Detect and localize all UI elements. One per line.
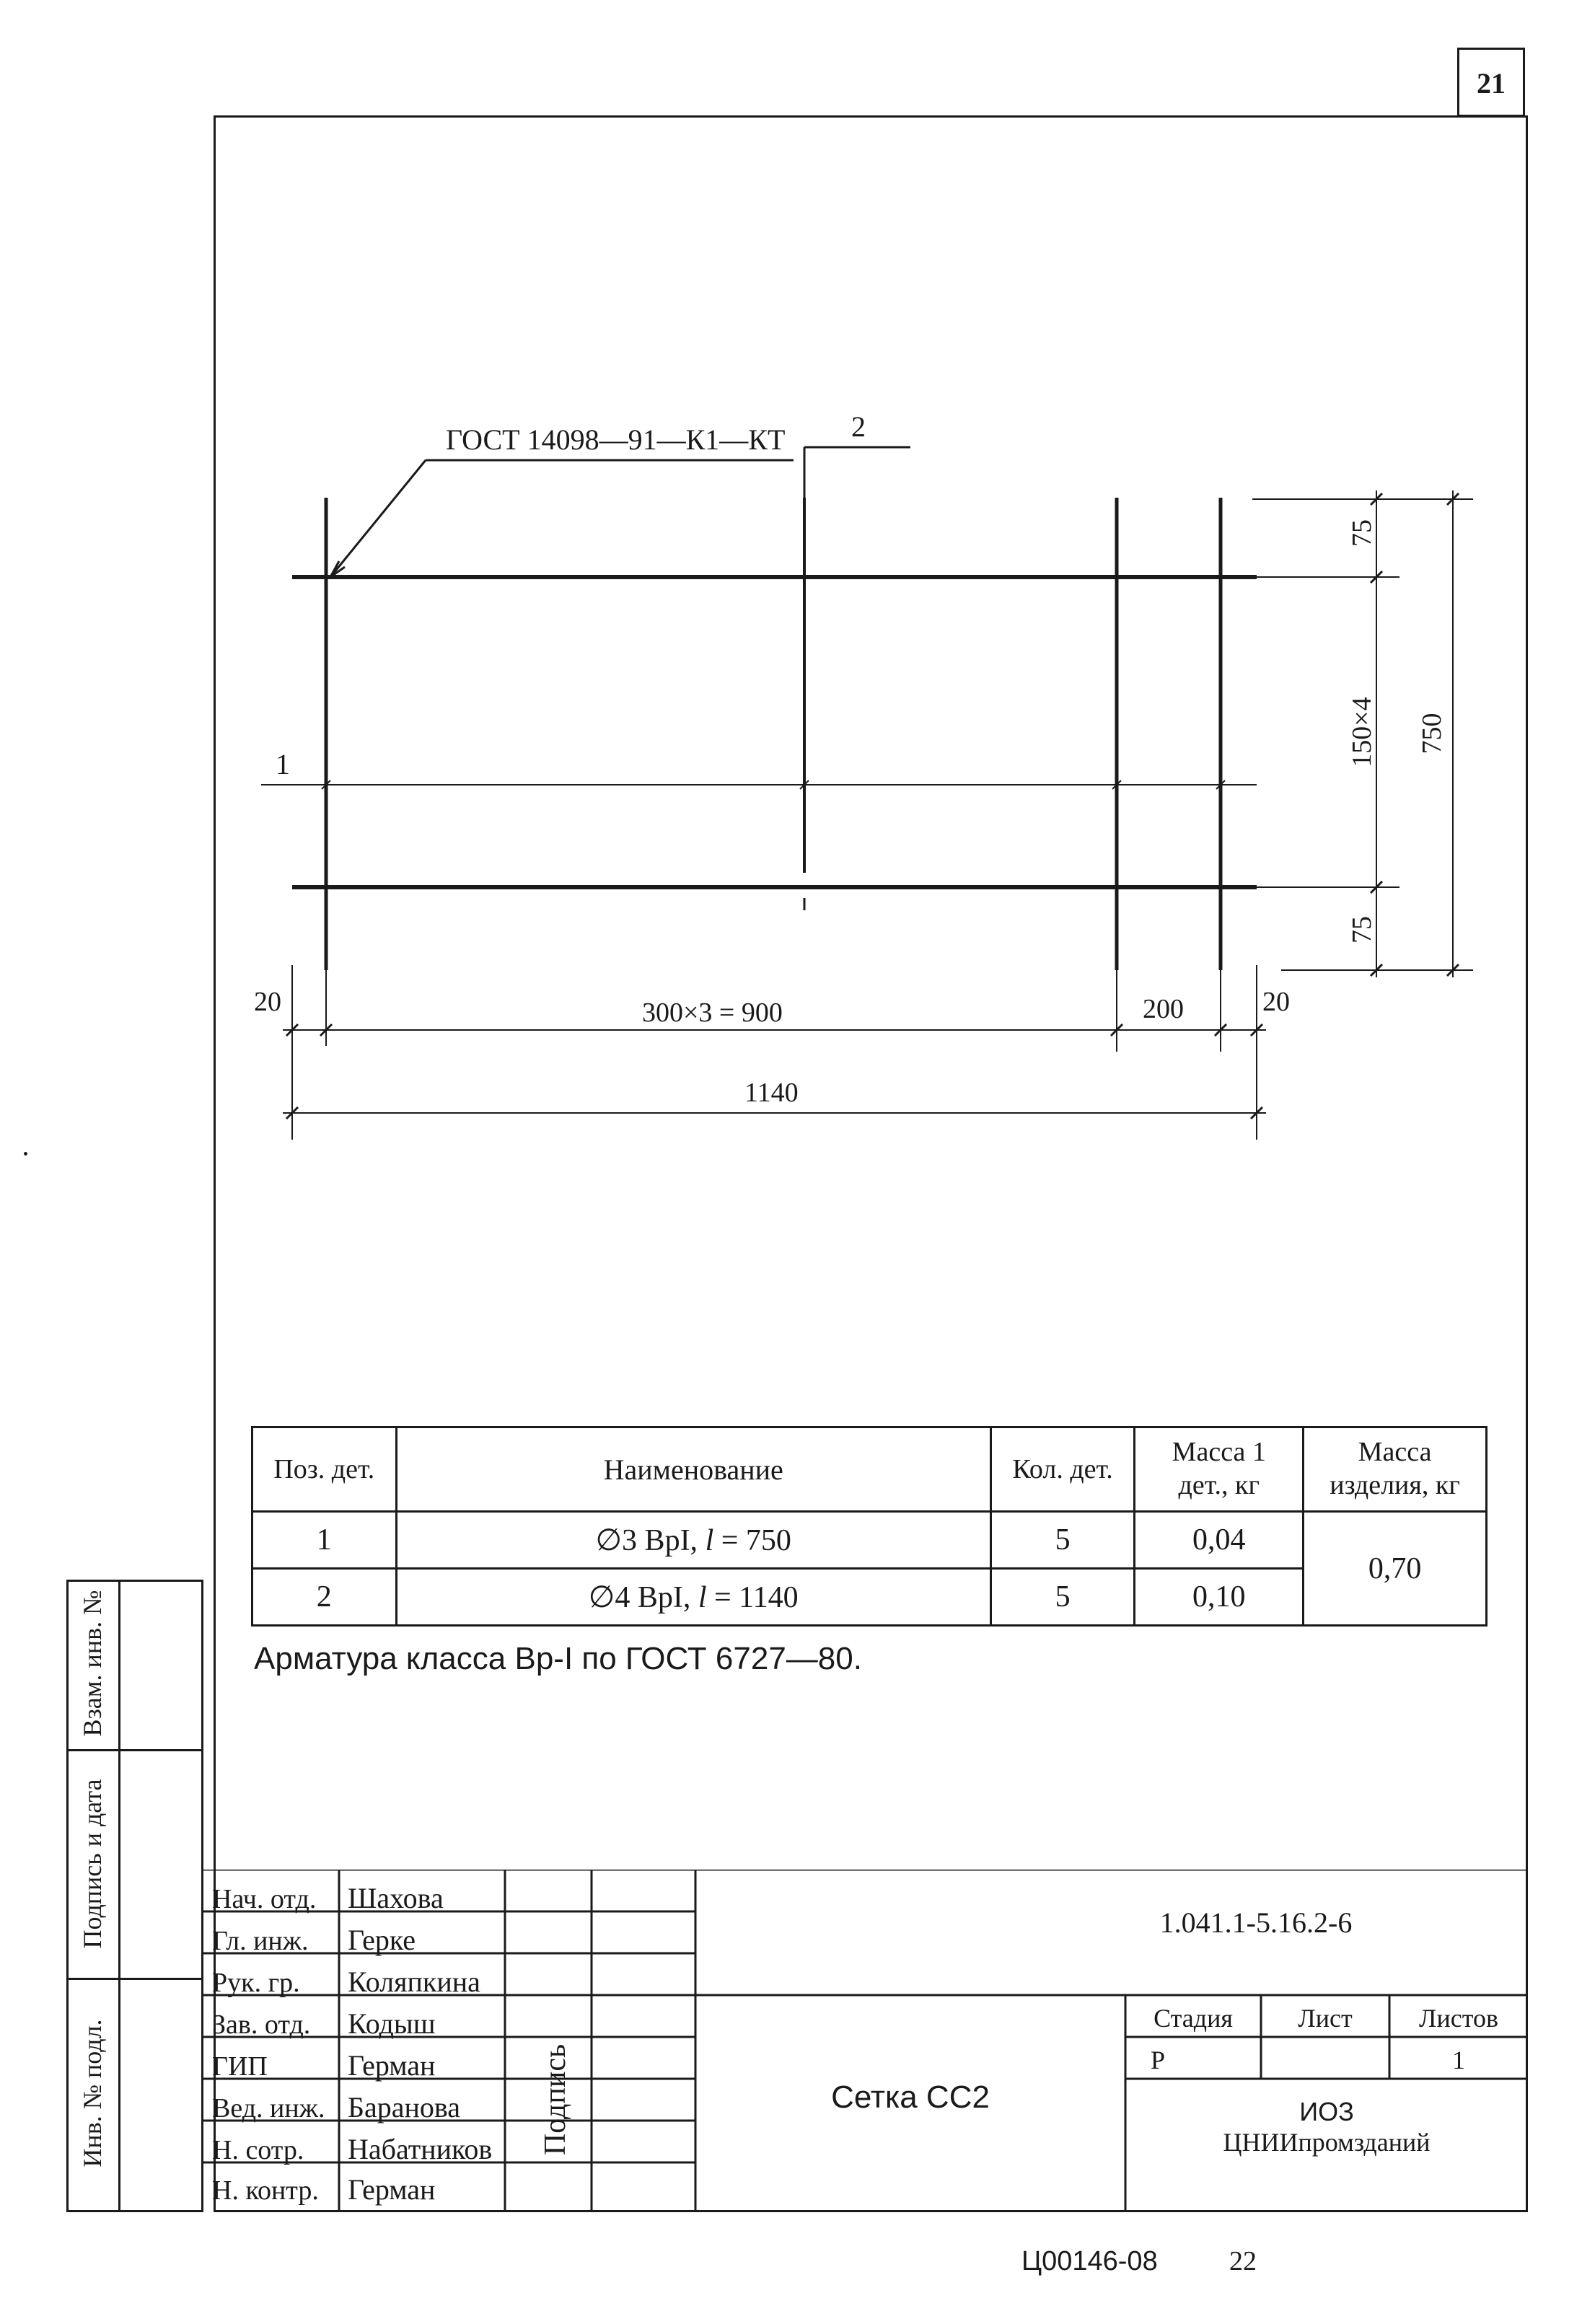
dim-75-bottom: 75: [1347, 916, 1377, 943]
footer-code: Ц00146-08: [1021, 2246, 1158, 2276]
name-6: Баранова: [348, 2091, 460, 2123]
dim-20-left: 20: [254, 987, 281, 1017]
name-3: Коляпкина: [348, 1966, 480, 1998]
sheets-label: Листов: [1419, 2004, 1498, 2033]
table-row: [252, 1569, 1487, 1626]
dim-20-right: 20: [1262, 987, 1290, 1017]
stage-label: Стадия: [1153, 2004, 1233, 2033]
dim-300x3-900: 300×3 = 900: [642, 998, 783, 1028]
row-2-name: ∅4 ВрI, l = 1140: [396, 1569, 990, 1626]
spec-header-row: [252, 1427, 1487, 1512]
table-row: [252, 1512, 1487, 1569]
stray-dot: [24, 1152, 27, 1156]
dim-150x4: 150×4: [1347, 697, 1377, 767]
sheets-value: 1: [1452, 2046, 1465, 2074]
role-7: Н. сотр.: [212, 2135, 304, 2165]
footer-page: 22: [1229, 2246, 1257, 2276]
position-2-label: 2: [851, 410, 866, 443]
row-2-qty: 5: [990, 1569, 1135, 1626]
gost-weld-label: ГОСТ 14098—91—К1—КТ: [446, 423, 786, 456]
role-4: Зав. отд.: [212, 2010, 311, 2040]
row-1-mass: 0,04: [1135, 1512, 1304, 1569]
organization-line-2: ЦНИИпромзданий: [1223, 2128, 1431, 2157]
name-8: Герман: [348, 2173, 436, 2206]
sheet-label: Лист: [1298, 2004, 1353, 2033]
row-2-pos: 2: [252, 1569, 397, 1626]
row-2-mass: 0,10: [1135, 1569, 1304, 1626]
header-pos: Поз. дет.: [252, 1427, 397, 1512]
role-6: Вед. инж.: [212, 2093, 325, 2123]
name-1: Шахова: [348, 1882, 444, 1914]
sheet-number: 21: [1477, 67, 1506, 100]
role-1: Нач. отд.: [212, 1884, 317, 1914]
role-3: Рук. гр.: [212, 1968, 300, 1998]
total-mass: 0,70: [1304, 1512, 1487, 1626]
role-8: Н. контр.: [212, 2175, 319, 2206]
position-1-label: 1: [276, 748, 290, 780]
role-2: Гл. инж.: [212, 1926, 309, 1956]
name-4: Кодыш: [348, 2007, 436, 2040]
stage-value: Р: [1150, 2046, 1166, 2074]
header-mass-one: Масса 1 дет., кг: [1135, 1427, 1304, 1512]
header-mass-total: Масса изделия, кг: [1304, 1427, 1487, 1512]
drawing-title: Сетка СС2: [831, 2079, 990, 2115]
stamp-zam-inv: Взам. инв. №: [78, 1590, 107, 1737]
header-name: Наименование: [396, 1427, 990, 1512]
dim-1140: 1140: [744, 1078, 799, 1108]
role-5: ГИП: [212, 2051, 268, 2082]
row-1-qty: 5: [990, 1512, 1135, 1569]
name-5: Герман: [348, 2049, 436, 2082]
document-code: 1.041.1-5.16.2-6: [1159, 1906, 1353, 1939]
specification-table: [251, 1426, 1487, 1627]
name-2: Герке: [348, 1924, 416, 1956]
row-1-pos: 1: [252, 1512, 397, 1569]
name-7: Набатников: [348, 2133, 493, 2165]
signature-column-label: Подпись: [539, 2043, 572, 2156]
rebar-class-note: Арматура класса Вр-I по ГОСТ 6727—80.: [254, 1641, 862, 1676]
header-qty: Кол. дет.: [990, 1427, 1135, 1512]
stamp-podpis-data: Подпись и дата: [78, 1779, 107, 1949]
dim-200: 200: [1143, 994, 1184, 1024]
stamp-inv-podl: Инв. № подл.: [78, 2019, 107, 2167]
row-1-name: ∅3 ВрI, l = 750: [396, 1512, 990, 1569]
gost-leader-line: [330, 460, 426, 577]
dim-75-top: 75: [1347, 519, 1377, 547]
dim-750: 750: [1417, 713, 1447, 754]
organization-line-1: ИОЗ: [1299, 2097, 1354, 2126]
